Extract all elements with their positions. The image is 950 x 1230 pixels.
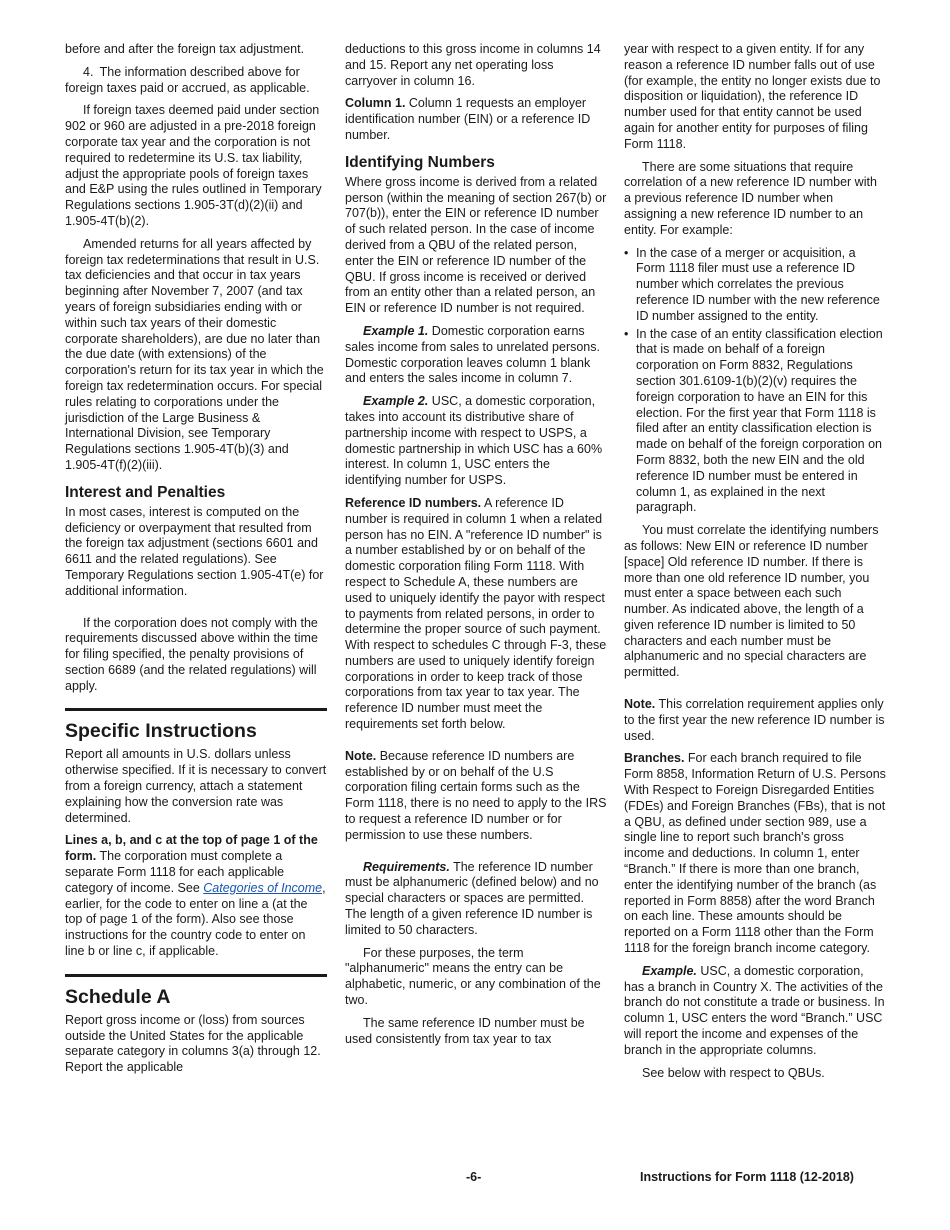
paragraph: You must correlate the identifying numbers as follows: New EIN or reference ID number [space] Old reference ID number. If there is more than one old reference ID number, you must enter a space between each such number. As indicated above, the length of a given reference ID number is limited to 50 characters and each number must be alphanumeric and no special characters are permitted. xyxy=(624,523,879,680)
paragraph: Amended returns for all years affected by foreign tax redeterminations that result in U.S. tax deficiencies and that occur in tax years beginning after November 7, 2007 (and tax years of foreign subsidiaries ending with or within such tax years of their domestic corporate shareholders), are due no later than the due date (with extensions) of the corporation's return for its tax year in which the foreign tax redetermination occurs. For special rules relating to corporations under the jurisdiction of the Large Business & International Division, see Temporary Regulations sections 1.905-4T(b)(3) and 1.905-4T(f)(2)(iii). xyxy=(65,236,324,472)
heading-identifying-numbers: Identifying Numbers xyxy=(345,153,495,171)
paragraph-column-1 xyxy=(345,96,607,143)
note xyxy=(624,697,886,744)
categories-of-income-link[interactable]: Categories of Income xyxy=(203,880,323,895)
paragraph: In most cases, interest is computed on the deficiency or overpayment that resulted from the foreign tax adjustment (sections 6601 and 6611 and the related regulations). See Temporary Regulations section 1.905-4T(e) for additional information. xyxy=(65,504,324,598)
run-in-heading: Note. xyxy=(345,748,377,763)
reference-id-numbers xyxy=(345,496,607,733)
note xyxy=(345,749,607,844)
paragraph: Report all amounts in U.S. dollars unless otherwise specified. If it is necessary to convert from a foreign currency, attach a statement explaining how the conversion rate was determined. xyxy=(65,747,327,825)
paragraph: See below with respect to QBUs. xyxy=(642,1065,825,1080)
text: A reference ID number is required in column 1 when a related person has no EIN. A "reference ID number" is a number established by or on behalf of the domestic corporation filing Form 1118. With respect to Schedule A, these numbers are used to uniquely identify the payor with respect to payments from related persons, in order to determine the proper source of such payment. With respect to schedules C through F-3, these numbers are used to uniquely identify foreign corporations in order to keep track of those corporations from tax year to tax year. The reference ID number must meet the requirements set forth below. xyxy=(345,495,607,732)
example-1 xyxy=(345,324,607,387)
text: Because reference ID numbers are established by or on behalf of the U.S corporation filing certain forms such as the Form 1118, there is no need to apply to the IRS to request a reference ID number or for permission to use these numbers. xyxy=(345,748,607,842)
bullet-item xyxy=(624,246,886,325)
text: The corporation must complete a separate Form 1118 for each applicable category of income. See xyxy=(65,849,285,895)
paragraph-lines-abc xyxy=(65,833,327,959)
run-in-heading: Column 1. xyxy=(345,96,406,111)
paragraph: If foreign taxes deemed paid under section 902 or 960 are adjusted in a pre-2018 foreign corporate tax year and the corporation is not required to redetermine its U.S. tax liability, adjust the appropriate pools of foreign taxes and E&P using the rules outlined in Temporary Regulations sections 1.905-3T(d)(2)(ii) and 1.905-4T(b)(2). xyxy=(65,103,322,228)
page-number: -6- xyxy=(466,1170,482,1184)
bullet-item xyxy=(624,327,886,517)
heading-schedule-a: Schedule A xyxy=(65,985,171,1008)
text: In the case of a merger or acquisition, a Form 1118 filer must use a reference ID number which correlates the previous reference ID number with the new reference ID number assigned to the entity. xyxy=(636,245,880,323)
text: For each branch required to file Form 8858, Information Return of U.S. Persons With Respect to Foreign Disregarded Entities (FDEs) and Foreign Branches (FBs), that is not a QBU, as defined under section 989, use a single line to report such branch's gross income and deductions. In column 1, enter “Branch.” If there is more than one branch, enter the identifying number of the branch (as reported in Form 8858) after the word Branch on each line. These amounts should be reported on a Form 1118 other than the Form 1118 for the foreign branch income category. xyxy=(624,751,886,956)
paragraph: Report gross income or (loss) from sources outside the United States for the applicable separate category in columns 3(a) through 12. Report the applicable xyxy=(65,1012,321,1075)
example-2 xyxy=(345,394,607,489)
paragraph: There are some situations that require correlation of a new reference ID number with a previous reference ID number when assigning a new reference ID number to an entity. For example: xyxy=(624,159,877,237)
run-in-heading: Requirements. xyxy=(363,859,450,874)
run-in-heading: Lines a, b, and c at the top of page 1 of the form. xyxy=(65,833,318,864)
paragraph: Where gross income is derived from a related person (within the meaning of section 267(b) or 707(b)), enter the EIN or reference ID number of such related person. In the case of income derived from a QBU of the related person, enter the EIN or reference ID number of the QBU. If gross income is received or derived from an entity other than a related person, an EIN or reference ID number is not required. xyxy=(345,174,607,316)
column-1 xyxy=(65,42,327,1083)
paragraph: deductions to this gross income in columns 14 and 15. Report any net operating loss carryover in column 16. xyxy=(345,42,601,88)
text: , earlier, for the code to enter on line a (at the top of page 1 of the form). Also see those instructions for the country code to enter on line b or line c, if applicable. xyxy=(65,880,326,959)
run-in-heading: Branches. xyxy=(624,751,685,766)
column-2 xyxy=(345,42,607,1054)
run-in-heading: Example. xyxy=(642,963,697,978)
text: USC, a domestic corporation, has a branch in Country X. The activities of the branch do not constitute a trade or business. In column 1, USC enters the word “Branch.” USC will report the income and expenses of the branch in the appropriate columns. xyxy=(624,963,885,1057)
text: USC, a domestic corporation, takes into account its distributive share of partnership income with respect to USPS, a domestic partnership in which USC has a 60% interest. In column 1, USC enters the identifying number for USPS. xyxy=(345,394,603,488)
bullet-icon: • xyxy=(624,245,629,260)
text: In the case of an entity classification election that is made on behalf of a foreign corporation on Form 8832, Regulations section 301.6109-1(b)(2)(v) requires the foreign corporation to have an EIN for this election. For the first year that Form 1118 is filed after an entity classification election is made on behalf of the foreign corporation on Form 8832, both the new EIN and the old reference ID number must be entered in column 1, as explained in the next paragraph. xyxy=(636,326,883,515)
run-in-heading: Example 1. xyxy=(363,323,429,338)
section-divider xyxy=(65,974,327,977)
paragraph: The same reference ID number must be used consistently from tax year to tax xyxy=(345,1015,585,1046)
section-divider xyxy=(65,708,327,711)
form-title-footer: Instructions for Form 1118 (12-2018) xyxy=(640,1170,854,1184)
text: Column 1 requests an employer identification number (EIN) or a reference ID number. xyxy=(345,96,591,142)
text: This correlation requirement applies only to the first year the new reference ID number is used. xyxy=(624,697,885,743)
run-in-heading: Reference ID numbers. xyxy=(345,495,482,510)
run-in-heading: Note. xyxy=(624,697,656,712)
example xyxy=(624,964,886,1059)
text: Domestic corporation earns sales income from sales to unrelated persons. Domestic corporation leaves column 1 blank and enters the sales income in column 7. xyxy=(345,323,600,386)
bullet-icon: • xyxy=(624,326,629,341)
text: The reference ID number must be alphanumeric (defined below) and no special characters or spaces are permitted. The length of a given reference ID number is limited to 50 characters. xyxy=(345,859,599,937)
paragraph: before and after the foreign tax adjustment. xyxy=(65,42,305,56)
run-in-heading: Example 2. xyxy=(363,394,429,409)
branches xyxy=(624,751,886,956)
heading-specific-instructions: Specific Instructions xyxy=(65,720,257,743)
heading-interest-penalties: Interest and Penalties xyxy=(65,483,226,501)
requirements xyxy=(345,860,607,939)
paragraph: For these purposes, the term "alphanumeric" means the entry can be alphabetic, numeric, or any combination of the two. xyxy=(345,945,601,1008)
paragraph: year with respect to a given entity. If for any reason a reference ID number falls out of use (for example, the entity no longer exists due to disposition or liquidation), the reference ID number used for that entity cannot be used again for another entity for purposes of filing Form 1118. xyxy=(624,42,881,151)
paragraph: If the corporation does not comply with the requirements discussed above within the time for filing specified, the penalty provisions of section 6689 (and the related regulations) will apply. xyxy=(65,615,318,693)
paragraph: 4. The information described above for foreign taxes paid or accrued, as applicable. xyxy=(65,64,310,95)
column-3 xyxy=(624,42,886,1088)
